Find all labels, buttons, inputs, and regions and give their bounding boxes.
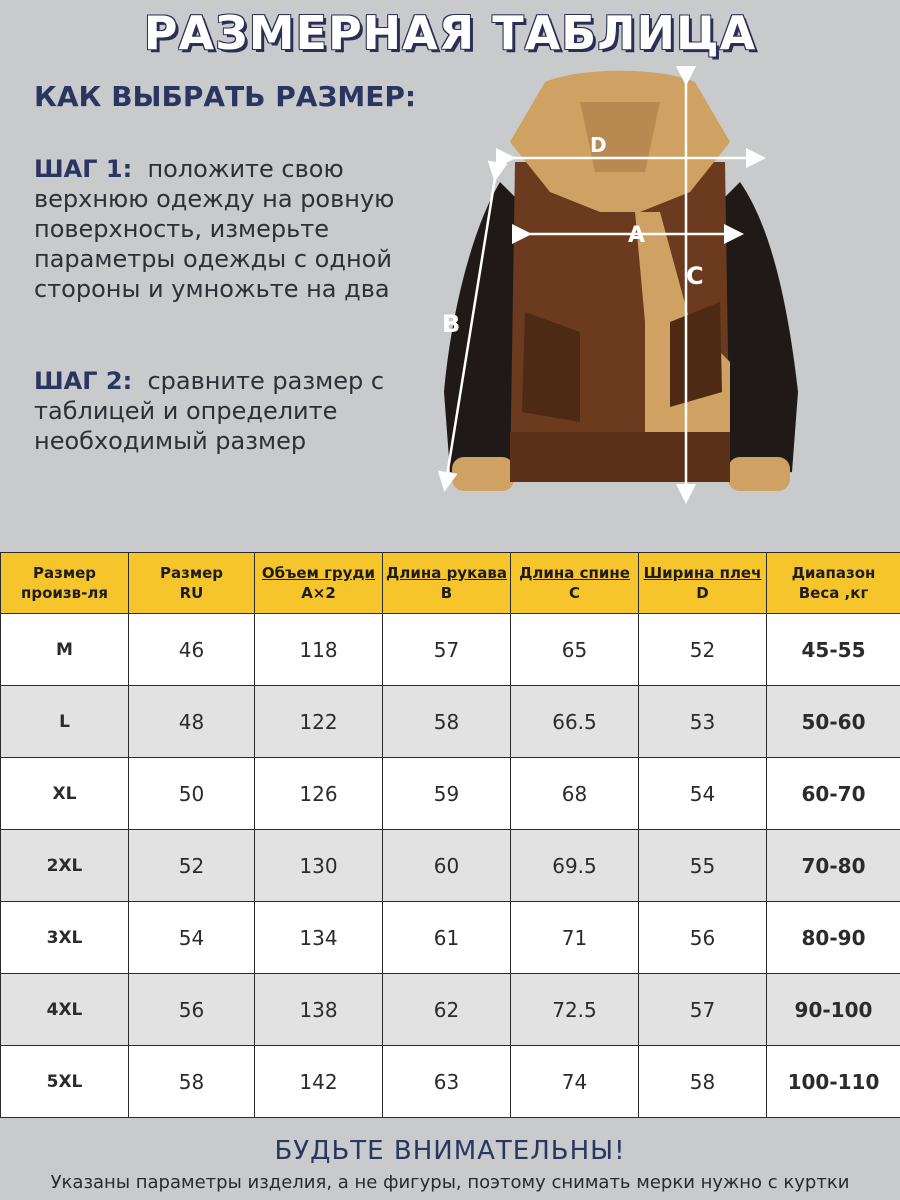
table-row <box>1 830 900 902</box>
table-cell: 118 <box>255 614 383 686</box>
table-row <box>1 758 900 830</box>
table-row <box>1 902 900 974</box>
table-cell: 3XL <box>1 902 129 974</box>
table-row <box>1 614 900 686</box>
table-cell: 56 <box>639 902 767 974</box>
step-1-text: положите свою верхнюю одежду на ровную поверхность, измерьте параметры одежды с одной стороны и умножьте на два <box>34 155 395 303</box>
table-cell: 63 <box>383 1046 511 1118</box>
table-cell: 126 <box>255 758 383 830</box>
header-size-maker: Размер произв-ля <box>1 553 129 614</box>
table-cell: 134 <box>255 902 383 974</box>
step-2-text: сравните размер с таблицей и определите необходимый размер <box>34 367 385 455</box>
table-cell: 48 <box>129 686 255 758</box>
table-cell: 2XL <box>1 830 129 902</box>
header-size-ru: Размер RU <box>129 553 255 614</box>
table-cell: 74 <box>511 1046 639 1118</box>
measure-d-label: D <box>590 133 607 157</box>
table-cell: 50 <box>129 758 255 830</box>
table-cell: 70-80 <box>767 830 900 902</box>
table-cell: 4XL <box>1 974 129 1046</box>
how-to-heading: КАК ВЫБРАТЬ РАЗМЕР: <box>34 80 417 113</box>
table-header-row <box>1 553 900 614</box>
table-cell: 54 <box>639 758 767 830</box>
footnote: Указаны параметры изделия, а не фигуры, поэтому снимать мерки нужно с куртки <box>50 1172 850 1193</box>
table-cell: 55 <box>639 830 767 902</box>
jacket-illustration <box>430 62 810 522</box>
table-cell: 65 <box>511 614 639 686</box>
measure-b-label: B <box>442 310 461 338</box>
jacket-hem <box>510 432 730 482</box>
table-cell: 57 <box>383 614 511 686</box>
step-1-label: ШАГ 1: <box>34 155 133 183</box>
table-row <box>1 974 900 1046</box>
table-cell: 52 <box>129 830 255 902</box>
measure-a-label: A <box>628 223 646 248</box>
table-cell: 142 <box>255 1046 383 1118</box>
table-cell: 45-55 <box>767 614 900 686</box>
measure-c-label: C <box>686 262 704 290</box>
table-cell: 58 <box>383 686 511 758</box>
table-cell: 122 <box>255 686 383 758</box>
table-cell: 62 <box>383 974 511 1046</box>
table-cell: 53 <box>639 686 767 758</box>
right-cuff <box>728 457 790 491</box>
header-chest: Объем груди A×2 <box>255 553 383 614</box>
table-cell: 46 <box>129 614 255 686</box>
table-cell: XL <box>1 758 129 830</box>
step-1 <box>34 154 434 304</box>
table-cell: 60 <box>383 830 511 902</box>
step-2-label: ШАГ 2: <box>34 367 133 395</box>
header-back-length: Длина спине C <box>511 553 639 614</box>
table-cell: 138 <box>255 974 383 1046</box>
table-cell: 58 <box>639 1046 767 1118</box>
table-cell: 59 <box>383 758 511 830</box>
table-cell: M <box>1 614 129 686</box>
table-cell: 69.5 <box>511 830 639 902</box>
table-cell: 66.5 <box>511 686 639 758</box>
table-cell: 68 <box>511 758 639 830</box>
table-cell: 72.5 <box>511 974 639 1046</box>
table-cell: 61 <box>383 902 511 974</box>
table-cell: 5XL <box>1 1046 129 1118</box>
table-cell: 90-100 <box>767 974 900 1046</box>
header-sleeve: Длина рукава B <box>383 553 511 614</box>
table-cell: 56 <box>129 974 255 1046</box>
table-row <box>1 1046 900 1118</box>
jacket-measurement-diagram <box>430 62 810 522</box>
left-cuff <box>452 457 514 491</box>
table-cell: 50-60 <box>767 686 900 758</box>
table-cell: 52 <box>639 614 767 686</box>
header-weight-range: Диапазон Веса ,кг <box>767 553 900 614</box>
table-cell: 100-110 <box>767 1046 900 1118</box>
table-cell: 80-90 <box>767 902 900 974</box>
table-cell: 54 <box>129 902 255 974</box>
table-cell: 58 <box>129 1046 255 1118</box>
warning-heading: БУДЬТЕ ВНИМАТЕЛЬНЫ! <box>274 1136 626 1166</box>
page-title: РАЗМЕРНАЯ ТАБЛИЦА <box>143 6 757 60</box>
table-row <box>1 686 900 758</box>
table-cell: 57 <box>639 974 767 1046</box>
table-cell: 60-70 <box>767 758 900 830</box>
table-cell: 71 <box>511 902 639 974</box>
header-shoulder: Ширина плеч D <box>639 553 767 614</box>
step-2 <box>34 366 434 456</box>
size-chart-table <box>0 552 900 1118</box>
table-cell: 130 <box>255 830 383 902</box>
table-cell: L <box>1 686 129 758</box>
